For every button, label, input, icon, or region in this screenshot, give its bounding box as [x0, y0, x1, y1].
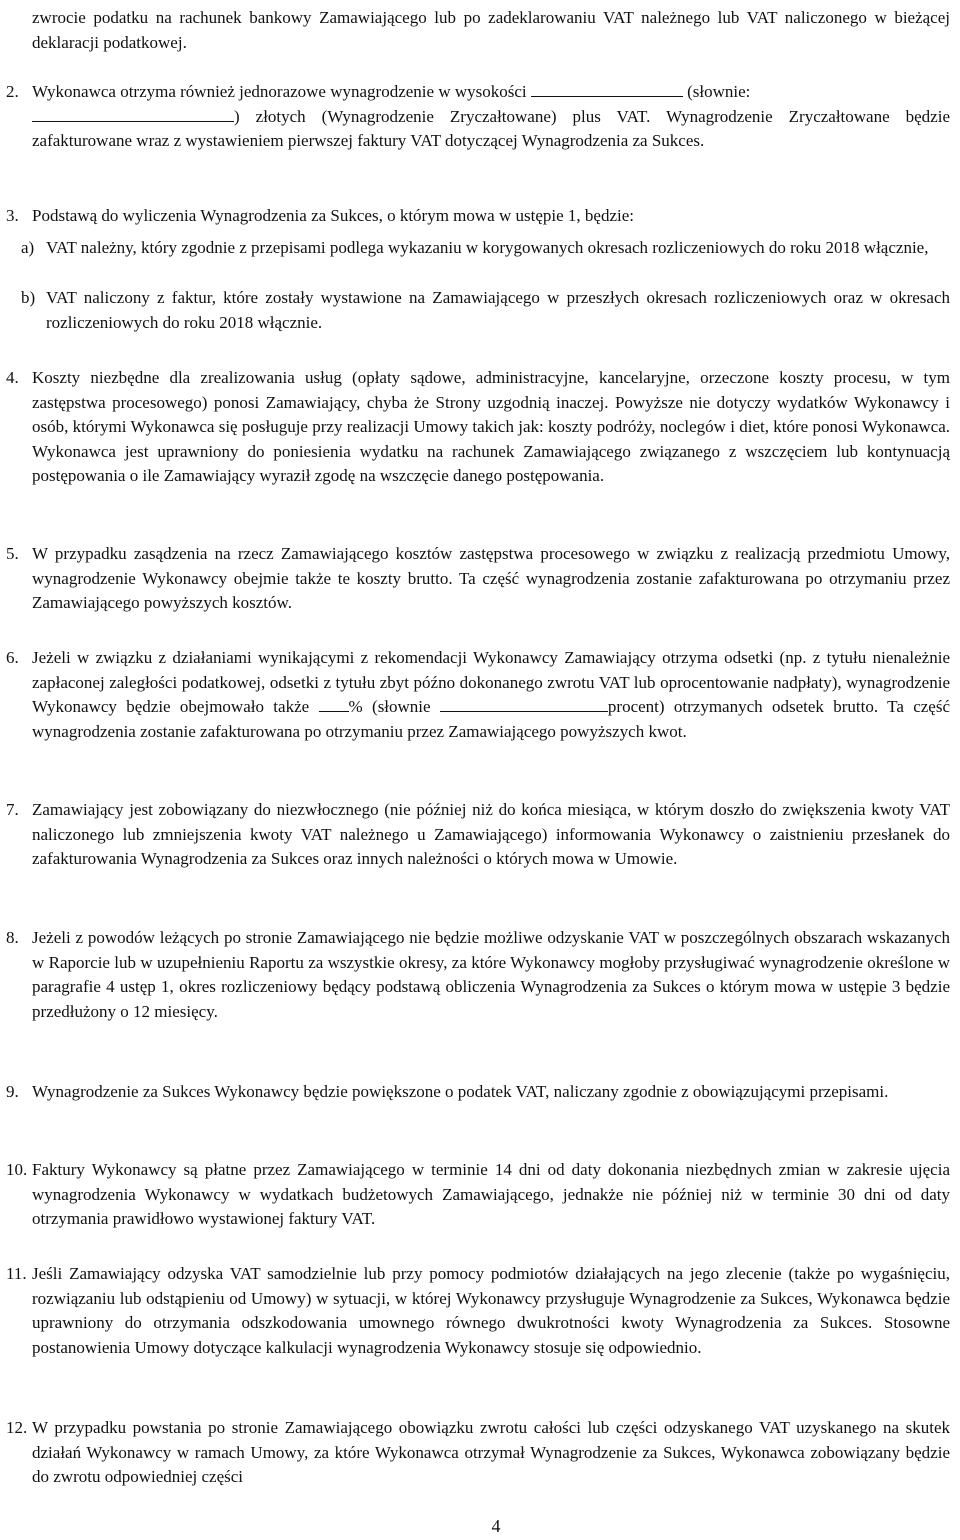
continued-paragraph: zwrocie podatku na rachunek bankowy Zamawiającego lub po zadeklarowaniu VAT należnego lub VAT naliczonego w bieżącej deklaracji podatkowej. — [32, 8, 950, 52]
clause-number: 6. — [6, 648, 19, 667]
clause-number: 8. — [6, 928, 19, 947]
subclause-label: a) — [21, 238, 35, 257]
clause-text: Zamawiający jest zobowiązany do niezwłocznego (nie później niż do końca miesiąca, w którym doszło do zwiększenia kwoty VAT naliczonego lub zmniejszenia kwoty VAT należnego u Zamawiającego) informowania Wykonawcy o zaistnieniu przesłanek do zafakturowania Wynagrodzenia za Sukces oraz innych należności o których mowa w Umowie. — [32, 800, 950, 868]
subclause-label: b) — [21, 288, 36, 307]
page-number: 4 — [491, 1516, 501, 1536]
clause-text: W przypadku powstania po stronie Zamawiającego obowiązku zwrotu całości lub części odzyskanego VAT uzyskanego na skutek działań Wykonawcy w ramach Umowy, za które Wykonawca otrzymał Wynagrodzenie za Sukces, Wykonawca zobowiązany będzie do zwrotu odpowiedniej części — [32, 1418, 950, 1486]
clause-number: 9. — [6, 1082, 19, 1101]
clause-number: 4. — [6, 368, 19, 387]
clause-text: Jeśli Zamawiający odzyska VAT samodzielnie lub przy pomocy podmiotów działających na jego zlecenie (także po wygaśnięciu, rozwiązaniu lub odstąpieniu od Umowy) w sytuacji, w której Wykonawcy przysługuje Wynagrodzenie za Sukces, Wykonawca będzie uprawniony do otrzymania odszkodowania umownego równego dwukrotności kwoty Wynagrodzenia za Sukces. Stosowne postanowienia Umowy dotyczące kalkulacji wynagrodzenia Wykonawcy stosuje się odpowiednio. — [32, 1264, 950, 1357]
clause-number: 5. — [6, 544, 19, 563]
subclause-text: VAT naliczony z faktur, które zostały wystawione na Zamawiającego w przeszłych okresach rozliczeniowych oraz w okresach rozliczeniowych do roku 2018 włącznie. — [46, 288, 950, 332]
percent-blank-field — [319, 696, 349, 712]
amount-words-blank-field — [32, 106, 234, 122]
clause-text: Jeżeli w związku z działaniami wynikającymi z rekomendacji Wykonawcy Zamawiający otrzyma odsetki (np. z tytułu nienależnie zapłaconej zaległości podatkowej, odsetki z tytułu zbyt późno dokonanego zwrotu VAT lub oprocentowanie nadpłaty), wynagrodzenie Wykonawcy będzie obejmowało także % (słownie procent) otrzymanych odsetek brutto. Ta część wynagrodzenia zostanie zafakturowana po otrzymaniu przez Zamawiającego powyższych kwot. — [32, 648, 951, 741]
clause-number: 12. — [6, 1418, 28, 1437]
clause-number: 2. — [6, 82, 19, 101]
clause-text: Koszty niezbędne dla zrealizowania usług (opłaty sądowe, administracyjne, kancelaryjne, orzeczone koszty procesu, w tym zastępstwa procesowego) ponosi Zamawiający, chyba że Strony uzgodnią inaczej. Powyższe nie dotyczy wydatków Wykonawcy i osób, którymi Wykonawca się posługuje przy realizacji Umowy takich jak: koszty podróży, noclegów i diet, które ponosi Wykonawca. Wykonawca jest uprawniony do poniesienia wydatku na rachunek Zamawiającego związanego z wszczęciem lub kontynuacją postępowania o ile Zamawiający wyraził zgodę na wszczęcie danego postępowania. — [32, 368, 950, 485]
clause-number: 3. — [6, 206, 19, 225]
clause-text: Wynagrodzenie za Sukces Wykonawcy będzie powiększone o podatek VAT, naliczany zgodnie z obowiązującymi przepisami. — [32, 1082, 889, 1101]
clause-number: 7. — [6, 800, 19, 819]
clause-text: Jeżeli z powodów leżących po stronie Zamawiającego nie będzie możliwe odzyskanie VAT w poszczególnych obszarach wskazanych w Raporcie lub w uzupełnieniu Raportu za wszystkie okresy, za które Wykonawcy mogłoby przysługiwać wynagrodzenie określone w paragrafie 4 ustęp 1, okres rozliczeniowy będący podstawą obliczenia Wynagrodzenia za Sukces o którym mowa w ustępie 3 będzie przedłużony o 12 miesięcy. — [32, 928, 950, 1021]
clause-text: Faktury Wykonawcy są płatne przez Zamawiającego w terminie 14 dni od daty dokonania niezbędnych zmian w zakresie ujęcia wynagrodzenia Wykonawcy w wydatkach budżetowych Zamawiającego, jednakże nie później niż w terminie 30 dni od daty otrzymania prawidłowo wystawionej faktury VAT. — [32, 1160, 950, 1228]
subclause-text: VAT należny, który zgodnie z przepisami podlega wykazaniu w korygowanych okresach rozliczeniowych do roku 2018 włącznie, — [46, 238, 929, 257]
percent-words-blank-field — [440, 696, 608, 712]
clause-text: Podstawą do wyliczenia Wynagrodzenia za Sukces, o którym mowa w ustępie 1, będzie: — [32, 206, 634, 225]
clause-text: W przypadku zasądzenia na rzecz Zamawiającego kosztów zastępstwa procesowego w związku z realizacją przedmiotu Umowy, wynagrodzenie Wykonawcy obejmie także te koszty brutto. Ta część wynagrodzenia zostanie zafakturowana po otrzymaniu przez Zamawiającego powyższych kosztów. — [32, 544, 950, 612]
clause-text: Wykonawca otrzyma również jednorazowe wynagrodzenie w wysokości (słownie: ) złotych (Wynagrodzenie Zryczałtowane) plus VAT. Wynagrodzenie Zryczałtowane będzie zafakturowane wraz z wystawieniem pierwszej faktury VAT dotyczącej Wynagrodzenia za Sukces. — [32, 82, 950, 150]
clause-number: 10. — [6, 1160, 28, 1179]
amount-blank-field — [531, 81, 683, 97]
clause-number: 11. — [6, 1264, 27, 1283]
